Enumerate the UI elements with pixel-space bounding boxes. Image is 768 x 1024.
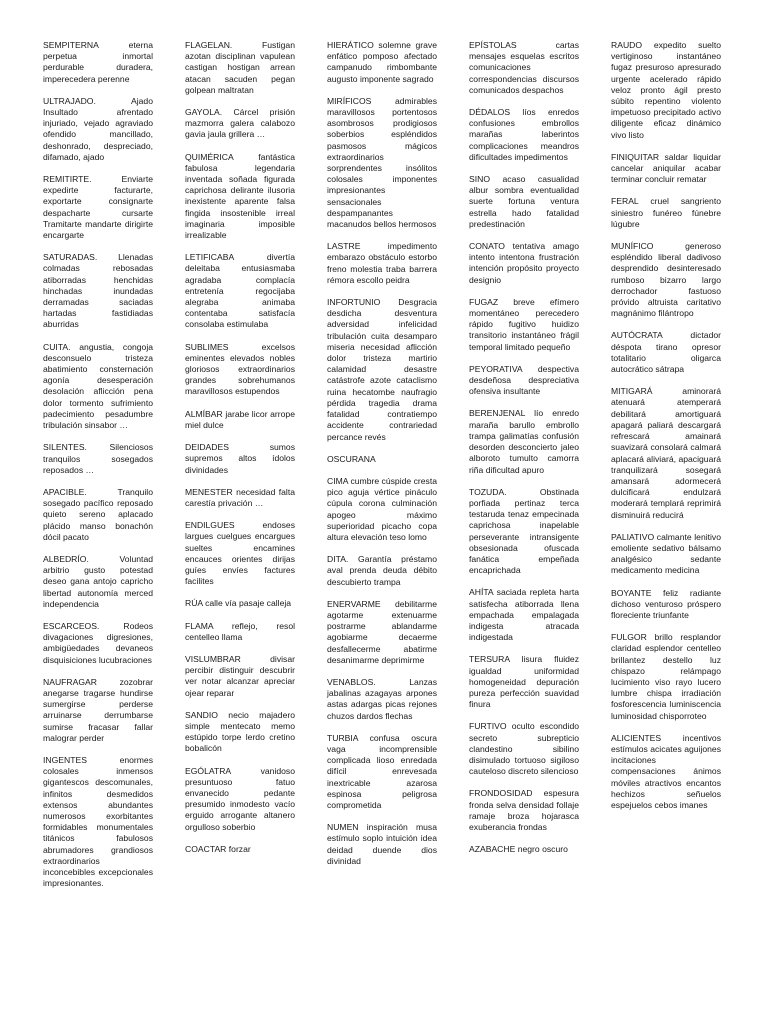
entry-definition: Rodeos divagaciones digresiones, ambigüedades devaneos disquisiciones lucubraciones bbox=[43, 620, 153, 665]
glossary-entry bbox=[327, 96, 437, 230]
glossary-entry bbox=[327, 677, 437, 722]
entry-definition: calmante lenitivo emoliente sedativo bálsamo analgésico sedante medicamento medicina bbox=[611, 531, 722, 576]
entry-definition: angustia, congoja desconsuelo tristeza abatimiento consternación agonía desesperación desolación aflicción pena dolor tormento sufrimiento padecimiento pesadumbre tribulación sinsabor … bbox=[43, 341, 154, 431]
glossary-entry bbox=[43, 442, 153, 476]
entry-definition: reflejo, resol centelleo llama bbox=[185, 620, 296, 642]
entry-headword: PEYORATIVA bbox=[469, 363, 523, 374]
entry-definition: lisura fluidez igualdad uniformidad homogeneidad depuración pureza perfección suavidad finura bbox=[469, 654, 579, 710]
entry-definition: despectiva desdeñosa despreciativa ofensiva insultante bbox=[469, 363, 579, 397]
entry-headword: SINO bbox=[469, 174, 491, 185]
glossary-entry bbox=[185, 487, 295, 509]
entry-headword: INFORTUNIO bbox=[327, 297, 381, 308]
entry-definition: Lanzas jabalinas azagayas arpones astas adargas picas rejones chuzos dardos flechas bbox=[327, 676, 437, 721]
entry-headword: TURBIA bbox=[327, 732, 359, 743]
glossary-entry bbox=[327, 599, 437, 666]
entry-definition: vanidoso presuntuoso fatuo envanecido pedante presumido inmodesto vacío erguido arrogante altanero orgulloso soberbio bbox=[185, 765, 295, 832]
entry-headword: VENABLOS. bbox=[327, 676, 376, 687]
glossary-entry bbox=[469, 587, 579, 643]
glossary-entry bbox=[185, 844, 295, 855]
entry-headword: ALMÍBAR bbox=[185, 408, 223, 419]
entry-definition: zozobrar anegarse tragarse hundirse sumergirse perderse arruinarse derrumbarse sumirse fracasar fallar malograr perder bbox=[43, 676, 153, 743]
glossary-entry bbox=[469, 174, 579, 230]
entry-definition: saciada repleta harta satisfecha atiborrada llena empachada empalagada indigesta atracada indigestada bbox=[469, 587, 579, 643]
entry-headword: DÉDALOS bbox=[469, 107, 511, 118]
entry-headword: LETIFICABA bbox=[185, 252, 234, 263]
glossary-entry bbox=[469, 408, 579, 475]
glossary-entry bbox=[185, 598, 295, 609]
glossary-entry bbox=[43, 755, 153, 889]
glossary-entry bbox=[611, 152, 721, 186]
glossary-entry bbox=[185, 766, 295, 833]
entry-headword: ENERVARME bbox=[327, 598, 381, 609]
entry-definition: negro oscuro bbox=[517, 844, 568, 855]
entry-headword: BERENJENAL bbox=[469, 408, 526, 419]
entry-headword: FURTIVO bbox=[469, 721, 507, 732]
entry-definition: tentativa amago intento intentona frustración intención propósito proyecto designio bbox=[469, 241, 579, 285]
entry-definition: Enviarte expedirte facturarte, exportarte consignarte despacharte cursarte Tramitarte mandarte dirigirte encargarte bbox=[43, 174, 153, 241]
entry-headword: GAYOLA. bbox=[185, 107, 223, 118]
entry-headword: FUGAZ bbox=[469, 296, 499, 307]
entry-headword: FINIQUITAR bbox=[611, 151, 660, 162]
entry-headword: MENESTER bbox=[185, 486, 233, 497]
glossary-entry bbox=[611, 386, 721, 520]
entry-headword: DEIDADES bbox=[185, 442, 229, 453]
entry-headword: SUBLIMES bbox=[185, 341, 229, 352]
glossary-entry bbox=[185, 621, 295, 643]
entry-headword: SILENTES. bbox=[43, 442, 87, 453]
entry-definition: lío enredo maraña barullo embrollo trampa galimatías confusión desorden desconcierto jaleo alboroto tumulto camorra riña dificultad apuro bbox=[469, 408, 579, 475]
glossary-entry bbox=[185, 252, 295, 330]
entry-definition: brillo resplandor claridad esplendor centelleo brillantez destello luz chispazo relámpago lucimiento viso rayo lucero lumbre chispa irradiación fosforescencia luminiscencia luminosidad chisporroteo bbox=[611, 632, 721, 721]
entry-headword: FRONDOSIDAD bbox=[469, 788, 533, 799]
entry-headword: FERAL bbox=[611, 196, 639, 207]
entry-definition: dictador déspota tirano opresor totalitario oligarca autocrático sátrapa bbox=[611, 330, 721, 375]
entry-headword: QUIMÉRICA bbox=[185, 151, 234, 162]
glossary-entry bbox=[43, 342, 153, 432]
entry-definition: forzar bbox=[228, 843, 251, 854]
glossary-entry bbox=[327, 476, 437, 543]
glossary-entry bbox=[611, 196, 721, 230]
entry-headword: LASTRE bbox=[327, 241, 361, 252]
entry-headword: ALBEDRÍO. bbox=[43, 553, 89, 564]
entry-headword: RÚA bbox=[185, 598, 203, 609]
entry-headword: APACIBLE. bbox=[43, 486, 87, 497]
entry-definition: impedimento embarazo obstáculo estorbo freno molestia traba barrera rémora escollo peidra bbox=[327, 241, 437, 285]
entry-headword: SANDIO bbox=[185, 709, 218, 720]
entry-headword: AZABACHE bbox=[469, 844, 516, 855]
entry-definition: Fustigan azotan disciplinan vapulean castigan hostigan arrean atacan sacuden pegan golpean maltratan bbox=[185, 40, 295, 95]
entry-definition: Tranquilo sosegado pacífico reposado quieto sereno aplacado plácido manso bonachón dócil pacato bbox=[43, 486, 153, 542]
entry-definition: excelsos eminentes elevados nobles gloriosos extraordinarios grandes sobrehumanos maravillosos estupendos bbox=[185, 341, 295, 397]
glossary-entry bbox=[43, 174, 153, 241]
glossary-entry bbox=[469, 241, 579, 286]
entry-definition: necio majadero simple mentecato memo estúpido torpe lerdo cretino bobalicón bbox=[185, 709, 296, 754]
glossary-entry bbox=[611, 733, 721, 811]
entry-headword: NAUFRAGAR bbox=[43, 676, 97, 687]
glossary-entry bbox=[469, 40, 579, 96]
entry-headword: CIMA bbox=[327, 475, 349, 486]
entry-headword: MITIGARÁ bbox=[611, 386, 653, 397]
entry-definition: admirables maravillosos portentosos asombrosos prodigiosos soberbios espléndidos pasmosos mágicos extraordinarios sorprendentes insólitos colosales imponentes impresionantes sensacionales despampanantes macanudos bellos hermosos bbox=[327, 95, 437, 230]
glossary-entry bbox=[469, 487, 579, 577]
entry-definition: inspiración musa estímulo soplo intuición idea deidad duende dios divinidad bbox=[327, 822, 438, 866]
entry-headword: BOYANTE bbox=[611, 587, 652, 598]
glossary-entry bbox=[327, 40, 437, 85]
glossary-entry bbox=[185, 342, 295, 398]
glossary-entry bbox=[43, 621, 153, 666]
glossary-entry bbox=[611, 632, 721, 722]
entry-definition: eterna perpetua inmortal perdurable duradera, imperecedera perenne bbox=[43, 40, 153, 84]
entry-headword: AUTÓCRATA bbox=[611, 330, 663, 341]
glossary-entry bbox=[43, 554, 153, 610]
entry-definition: Silenciosos tranquilos sosegados reposados … bbox=[43, 442, 153, 475]
glossary-entry bbox=[185, 40, 295, 96]
entry-definition: saldar liquidar cancelar aniquilar acabar terminar concluir rematar bbox=[611, 151, 721, 185]
entry-headword: DITA. bbox=[327, 554, 349, 565]
entry-definition: Voluntad arbitrio gusto potestad deseo gana antojo capricho libertad autonomía merced independencia bbox=[43, 553, 153, 609]
glossary-entry bbox=[469, 654, 579, 710]
glossary-entry bbox=[185, 409, 295, 431]
entry-headword: HIERÁTICO bbox=[327, 40, 374, 50]
entry-headword: CUITA. bbox=[43, 341, 71, 352]
entry-definition: líos enredos confusiones embrollos marañas laberintos complicaciones meandros dificultades impedimentos bbox=[469, 107, 579, 162]
glossary-entry bbox=[327, 297, 437, 443]
glossary-entry bbox=[185, 442, 295, 476]
entry-headword: RAUDO bbox=[611, 40, 643, 50]
entry-definition: Ajado Insultado afrentado injuriado, vejado agraviado ofendido mancillado, deshonrado, despreciado, difamado, ajado bbox=[43, 95, 153, 162]
glossary-entry bbox=[43, 252, 153, 330]
entry-headword: REMITIRTE. bbox=[43, 174, 92, 185]
text-column bbox=[611, 40, 721, 1014]
glossary-entry bbox=[327, 733, 437, 811]
entry-headword: MIRÍFICOS bbox=[327, 95, 372, 106]
entry-definition: expedito suelto vertiginoso instantáneo fugaz presuroso apresurado urgente acelerado rápido veloz pronto ágil presto súbito repentino violento impetuoso precipitado activo diligente eficaz dinámico vivo listo bbox=[611, 40, 721, 140]
glossary-entry bbox=[43, 40, 153, 85]
entry-definition: fantástica fabulosa legendaria inventada soñada figurada caprichosa delirante ilusoria inexistente aparente falsa fingida insostenible irreal imaginaria imposible irrealizable bbox=[185, 151, 295, 241]
glossary-entry bbox=[43, 487, 153, 543]
glossary-entry bbox=[469, 364, 579, 398]
entry-definition: enormes colosales inmensos gigantescos descomunales, infinitos desmedidos extensos abundantes numerosos exorbitantes formidables monumentales titánicos fabulosos abrumadores grandiosos extraordinarios inconcebibles excepcionales impresionantes. bbox=[43, 754, 153, 889]
entry-definition: espesura fronda selva densidad follaje ramaje broza hojarasca exuberancia frondas bbox=[469, 788, 579, 832]
glossary-entry bbox=[611, 330, 721, 375]
entry-definition: jarabe licor arrope miel dulce bbox=[185, 408, 295, 430]
entry-headword: FLAMA bbox=[185, 620, 214, 631]
text-column bbox=[43, 40, 153, 1014]
entry-definition: breve efímero momentáneo perecedero rápido fugitivo huidizo transitorio instantáneo frágil temporal limitado pequeño bbox=[469, 296, 579, 352]
glossary-entry bbox=[327, 554, 437, 588]
entry-definition: endoses largues cuelgues encargues sueltes encamines encauces orientes dirijas guíes envíes factures facilites bbox=[185, 520, 295, 587]
entry-headword: ENDILGUES bbox=[185, 520, 235, 531]
glossary-entry bbox=[611, 40, 721, 141]
entry-headword: EPÍSTOLAS bbox=[469, 40, 517, 50]
text-column bbox=[469, 40, 579, 1014]
entry-definition: incentivos estímulos acicates aguijones incitaciones compensaciones ánimos móviles atractivos encantos hechizos señuelos espejuelos cebos imanes bbox=[611, 732, 721, 810]
entry-definition: cruel sangriento siniestro funéreo fúnebre lúgubre bbox=[611, 196, 721, 229]
glossary-entry bbox=[185, 152, 295, 242]
entry-definition: divisar percibir distinguir descubrir ver notar alcanzar apreciar ojear reparar bbox=[185, 653, 295, 698]
text-column bbox=[185, 40, 295, 1014]
entry-headword: TERSURA bbox=[469, 654, 510, 665]
entry-definition: acaso casualidad albur sombra eventualidad suerte fortuna ventura estrella hado fatalidad predestinación bbox=[469, 174, 579, 229]
glossary-entry bbox=[185, 654, 295, 699]
entry-definition: generoso espléndido liberal dadivoso desprendido desinteresado rumboso bizarro largo derrochador fastuoso próvido altruista caritativo magnánimo filántropo bbox=[611, 241, 721, 319]
glossary-entry bbox=[185, 710, 295, 755]
glossary-entry bbox=[185, 520, 295, 587]
entry-headword: EGÓLATRA bbox=[185, 765, 231, 776]
entry-headword: VISLUMBRAR bbox=[185, 653, 241, 664]
entry-headword: AHÍTA bbox=[469, 587, 494, 598]
entry-definition: aminorará atenuará atemperará debilitará amortiguará apagará paliará descargará refrescará amainará suavizará consolará calmará aplacará aliviará, apaciguará tranquilizará sosegará amansará adormecerá dulcificará endulzará moderará templará reprimirá disminuirá reducirá bbox=[611, 386, 721, 520]
glossary-entry bbox=[611, 241, 721, 319]
glossary-entry bbox=[469, 844, 579, 855]
entry-headword: CONATO bbox=[469, 241, 505, 252]
glossary-entry bbox=[327, 241, 437, 286]
entry-definition: divertía deleitaba entusiasmaba agradaba complacía entretenía regocijaba alegraba animaba contentaba satisfacía consolaba estimulaba bbox=[185, 252, 295, 330]
entry-headword: COACTAR bbox=[185, 843, 227, 854]
entry-definition: Cárcel prisión mazmorra galera calabozo gavia jaula grillera … bbox=[185, 107, 295, 140]
glossary-entry bbox=[611, 588, 721, 622]
entry-headword: TOZUDA. bbox=[469, 486, 507, 497]
glossary-entry bbox=[185, 107, 295, 141]
entry-headword: INGENTES bbox=[43, 754, 87, 765]
entry-definition: debilitarme agotarme extenuarme postrarme ablandarme agobiarme decaerme desfallecerme abatirme desanimarme deprimirme bbox=[327, 598, 437, 665]
glossary-entry bbox=[469, 788, 579, 833]
entry-definition: Garantía préstamo aval prenda deuda débito descubierto trampa bbox=[327, 554, 437, 587]
entry-headword: MUNÍFICO bbox=[611, 241, 654, 252]
entry-headword: ESCARCEOS. bbox=[43, 620, 100, 631]
entry-definition: oculto escondido secreto subrepticio clandestino sibilino disimulado tortuoso sigiloso cauteloso discreto silencioso bbox=[469, 721, 580, 777]
glossary-entry bbox=[611, 532, 721, 577]
glossary-entry bbox=[327, 822, 437, 867]
entry-definition: solemne grave enfático pomposo afectado campanudo rimbombante augusto imponente sagrado bbox=[327, 40, 437, 84]
entry-headword: OSCURANA bbox=[327, 453, 376, 464]
entry-headword: FULGOR bbox=[611, 632, 647, 643]
entry-headword: ALICIENTES bbox=[611, 732, 662, 743]
entry-headword: ULTRAJADO. bbox=[43, 95, 96, 106]
entry-definition: Llenadas colmadas rebosadas atiborradas henchidas hinchadas inundadas derramadas saciadas hartadas fastidiadas aburridas bbox=[43, 252, 153, 330]
entry-definition: sumos supremos altos ídolos divinidades bbox=[185, 442, 295, 475]
entry-definition: calle vía pasaje calleja bbox=[205, 598, 292, 609]
glossary-entry bbox=[43, 96, 153, 163]
glossary-entry bbox=[43, 677, 153, 744]
glossary-entry bbox=[469, 107, 579, 163]
entry-definition: cumbre cúspide cresta pico aguja vértice pináculo cúpula corona culminación apogeo máximo superioridad picacho copa altura elevación teso lomo bbox=[327, 475, 437, 542]
entry-definition: confusa oscura vaga incomprensible complicada lioso enredada difícil enrevesada inextricable azarosa espinosa peligrosa comprometida bbox=[327, 732, 437, 810]
glossary-entry bbox=[327, 454, 437, 465]
entry-headword: FLAGELAN. bbox=[185, 40, 233, 50]
entry-definition: Obstinada porfiada pertinaz terca testaruda tenaz empecinada caprichosa inapelable perseverante intransigente obsesionada ofuscada fanática empeñada encaprichada bbox=[469, 486, 579, 576]
entry-headword: SATURADAS. bbox=[43, 252, 98, 263]
entry-definition: feliz radiante dichoso venturoso próspero floreciente triunfante bbox=[611, 587, 721, 620]
text-column bbox=[327, 40, 437, 1014]
entry-headword: SEMPITERNA bbox=[43, 40, 99, 50]
glossary-entry bbox=[469, 297, 579, 353]
glossary-entry bbox=[469, 721, 579, 777]
entry-definition: Desgracia desdicha desventura adversidad infelicidad tribulación cuita desamparo miseria necesidad aflicción dolor tristeza martirio calamidad desastre catástrofe azote cataclismo ruina hecatombe naufragio pérdida tragedia drama fatalidad contratiempo accidente contrariedad percance revés bbox=[327, 297, 437, 442]
entry-headword: NUMEN bbox=[327, 822, 359, 833]
entry-definition: necesidad falta carestía privación … bbox=[185, 486, 296, 508]
entry-definition: cartas mensajes esquelas escritos comunicaciones correspondencias discursos comunicados despachos bbox=[469, 40, 579, 95]
entry-headword: PALIATIVO bbox=[611, 531, 655, 542]
